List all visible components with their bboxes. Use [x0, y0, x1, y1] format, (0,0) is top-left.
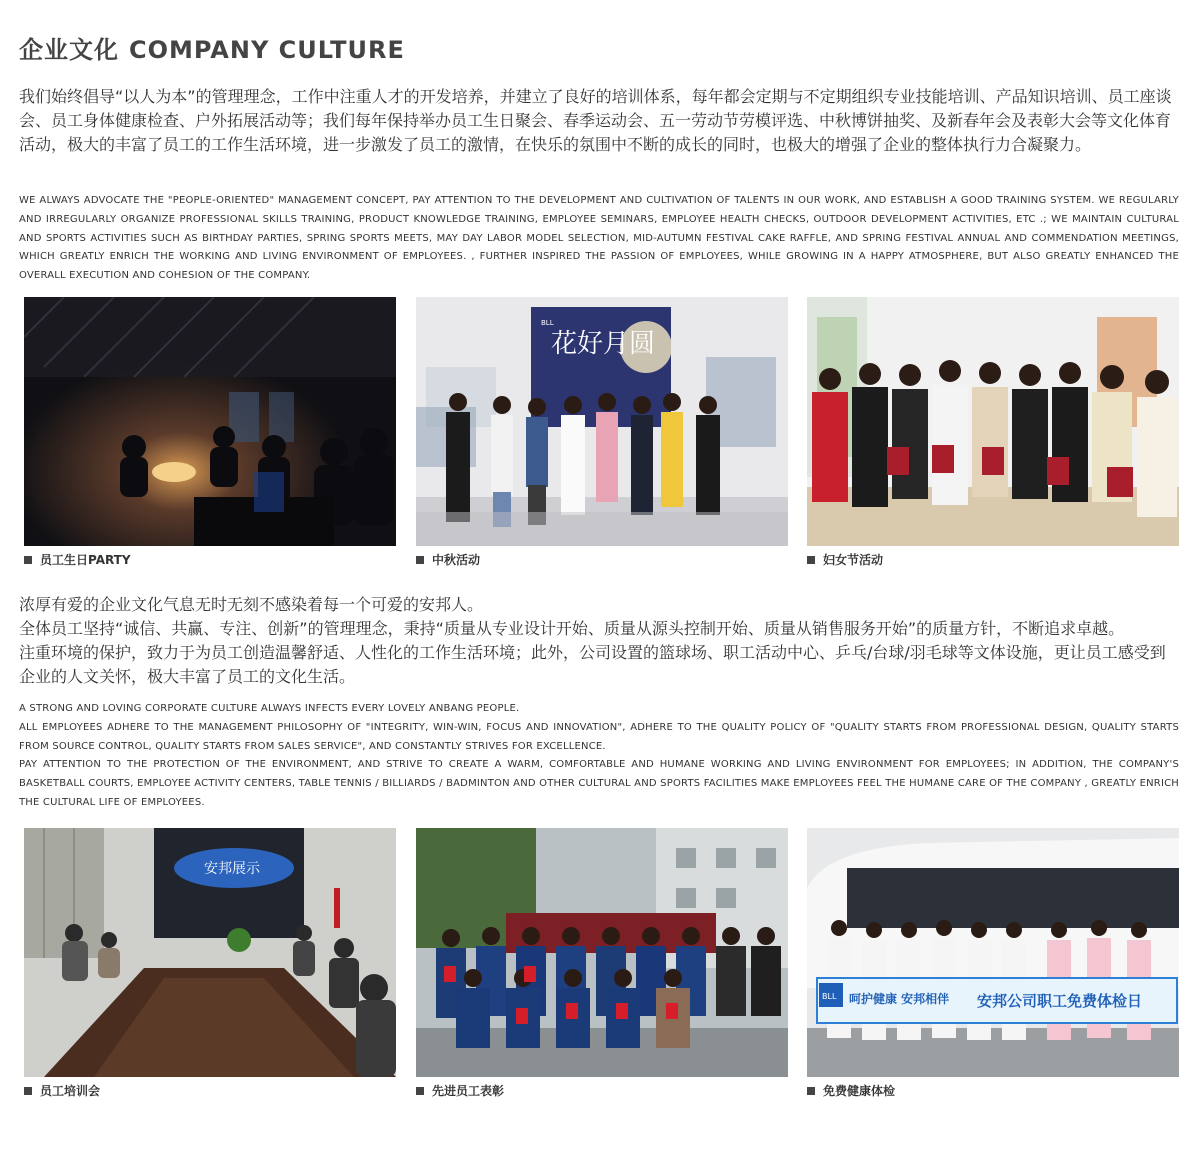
intro-en-text: WE ALWAYS ADVOCATE THE "PEOPLE-ORIENTED" MANAGEMENT CONCEPT, PAY ATTENTION TO THE DEVELOPMENT AND CULTIVATION OF TALENTS IN OUR WORK, AND ESTABLISH A GOOD TRAINING SYSTEM. WE REGULARLY AND IRREGULARLY ORGANIZE PROFESSIONAL SKILLS TRAINING, PRODUCT KNOWLEDGE TRAINING, EMPLOYEE SEMINARS, EMPLOYEE HEALTH CHECKS, OUTDOOR DEVELOPMENT ACTIVITIES, ETC .; WE MAINTAIN CULTURAL AND SPORTS ACTIVITIES SUCH AS BIRTHDAY PARTIES, SPRING SPORTS MEETS, MAY DAY LABOR MODEL SELECTION, MID-AUTUMN FESTIVAL CAKE RAFFLE, AND SPRING FESTIVAL ANNUAL AND COMMENDATION MEETINGS, WHICH GREATLY ENRICH THE WORKING AND LIVING ENVIRONMENT OF EMPLOYEES. , FURTHER INSPIRED THE PASSION OF EMPLOYEES, WHILE GROWING IN A HAPPY ATMOSPHERE, BUT ALSO GREATLY ENHANCED THE OVERALL EXECUTION AND COHESION OF THE COMPANY.	[19, 195, 1179, 282]
bullet-square	[416, 1087, 424, 1095]
screen-text: 安邦展示	[204, 861, 260, 877]
bullet-square	[807, 1087, 815, 1095]
intro-en	[19, 192, 1179, 286]
culture-cn-line: 注重环境的保护，致力于为员工创造温馨舒适、人性化的工作生活环境；此外，公司设置的篮球场、职工活动中心、乒乓/台球/羽毛球等文体设施，更让员工感受到企业的人文关怀，极大丰富了员工的文化生活。	[19, 643, 1166, 686]
staff-commendation-photo	[416, 828, 788, 1077]
intro-cn-text: 我们始终倡导“以人为本”的管理理念，工作中注重人才的开发培养，并建立了良好的培训体系，每年都会定期与不定期组织专业技能培训、产品知识培训、员工座谈会、员工身体健康检查、户外拓展活动等；我们每年保持举办员工生日聚会、春季运动会、五一劳动节劳模评选、中秋博饼抽奖、及新春年会及表彰大会等文化体育活动，极大的丰富了员工的工作生活环境，进一步激发了员工的激情，在快乐的氛围中不断的成长的同时，也极大的增强了企业的整体执行力合凝聚力。	[19, 87, 1172, 154]
caption-text: 免费健康体检	[823, 1084, 896, 1098]
caption-health-check	[807, 1082, 895, 1099]
bullet-square	[24, 556, 32, 564]
caption-mid-autumn	[416, 551, 480, 568]
culture-en-line: A STRONG AND LOVING CORPORATE CULTURE ALWAYS INFECTS EVERY LOVELY ANBANG PEOPLE.	[19, 703, 520, 714]
banner-left: 呵护健康 安邦相伴	[849, 992, 950, 1006]
culture-en-line: PAY ATTENTION TO THE PROTECTION OF THE ENVIRONMENT, AND STRIVE TO CREATE A WARM, COMFORTABLE AND HUMANE WORKING AND LIVING ENVIRONMENT FOR EMPLOYEES; IN ADDITION, THE COMPANY'S BASKETBALL COURTS, EMPLOYEE ACTIVITY CENTERS, TABLE TENNIS / BILLIARDS / BADMINTON AND OTHER CULTURAL AND SPORTS FACILITIES MAKE EMPLOYEES FEEL THE HUMANE CARE OF THE COMPANY , GREATLY ENRICH THE CULTURAL LIFE OF EMPLOYEES.	[19, 759, 1179, 808]
caption-text: 中秋活动	[432, 553, 481, 567]
bullet-square	[807, 556, 815, 564]
mid-autumn-photo	[416, 297, 788, 546]
culture-en-line: ALL EMPLOYEES ADHERE TO THE MANAGEMENT PHILOSOPHY OF "INTEGRITY, WIN-WIN, FOCUS AND INNOVATION", ADHERE TO THE QUALITY POLICY OF "QUALITY STARTS FROM PROFESSIONAL DESIGN, QUALITY STARTS FROM SOURCE CONTROL, QUALITY STARTS FROM SALES SERVICE", AND CONSTANTLY STRIVES FOR EXCELLENCE.	[19, 721, 1179, 752]
culture-cn-line: 全体员工坚持“诚信、共赢、专注、创新”的管理理念，秉持“质量从专业设计开始、质量从源头控制开始、质量从销售服务开始”的质量方针，不断追求卓越。	[19, 619, 1125, 638]
culture-en	[19, 700, 1179, 813]
culture-cn-line: 浓厚有爱的企业文化气息无时无刻不感染着每一个可爱的安邦人。	[19, 595, 484, 614]
title-cn: 企业文化	[19, 36, 119, 64]
caption-birthday	[24, 551, 131, 568]
page-title	[19, 30, 405, 65]
training-meeting-photo	[24, 828, 396, 1077]
birthday-party-photo	[24, 297, 396, 546]
bullet-square	[24, 1087, 32, 1095]
culture-cn	[19, 593, 1179, 689]
caption-text: 员工培训会	[40, 1084, 101, 1098]
intro-cn	[19, 85, 1179, 157]
caption-training	[24, 1082, 100, 1099]
bullet-square	[416, 556, 424, 564]
logo-text: BLL	[541, 319, 554, 327]
caption-text: 员工生日PARTY	[40, 553, 131, 567]
logo-text-2: BLL	[822, 992, 837, 1001]
poster-text: 花好月圆	[551, 329, 656, 359]
banner-right: 安邦公司职工免费体检日	[977, 992, 1143, 1010]
title-en: COMPANY CULTURE	[129, 36, 405, 64]
caption-commendation	[416, 1082, 504, 1099]
caption-text: 妇女节活动	[823, 553, 884, 567]
womens-day-photo	[807, 297, 1179, 546]
health-check-photo	[807, 828, 1179, 1077]
caption-text: 先进员工表彰	[432, 1084, 505, 1098]
caption-womens-day	[807, 551, 883, 568]
